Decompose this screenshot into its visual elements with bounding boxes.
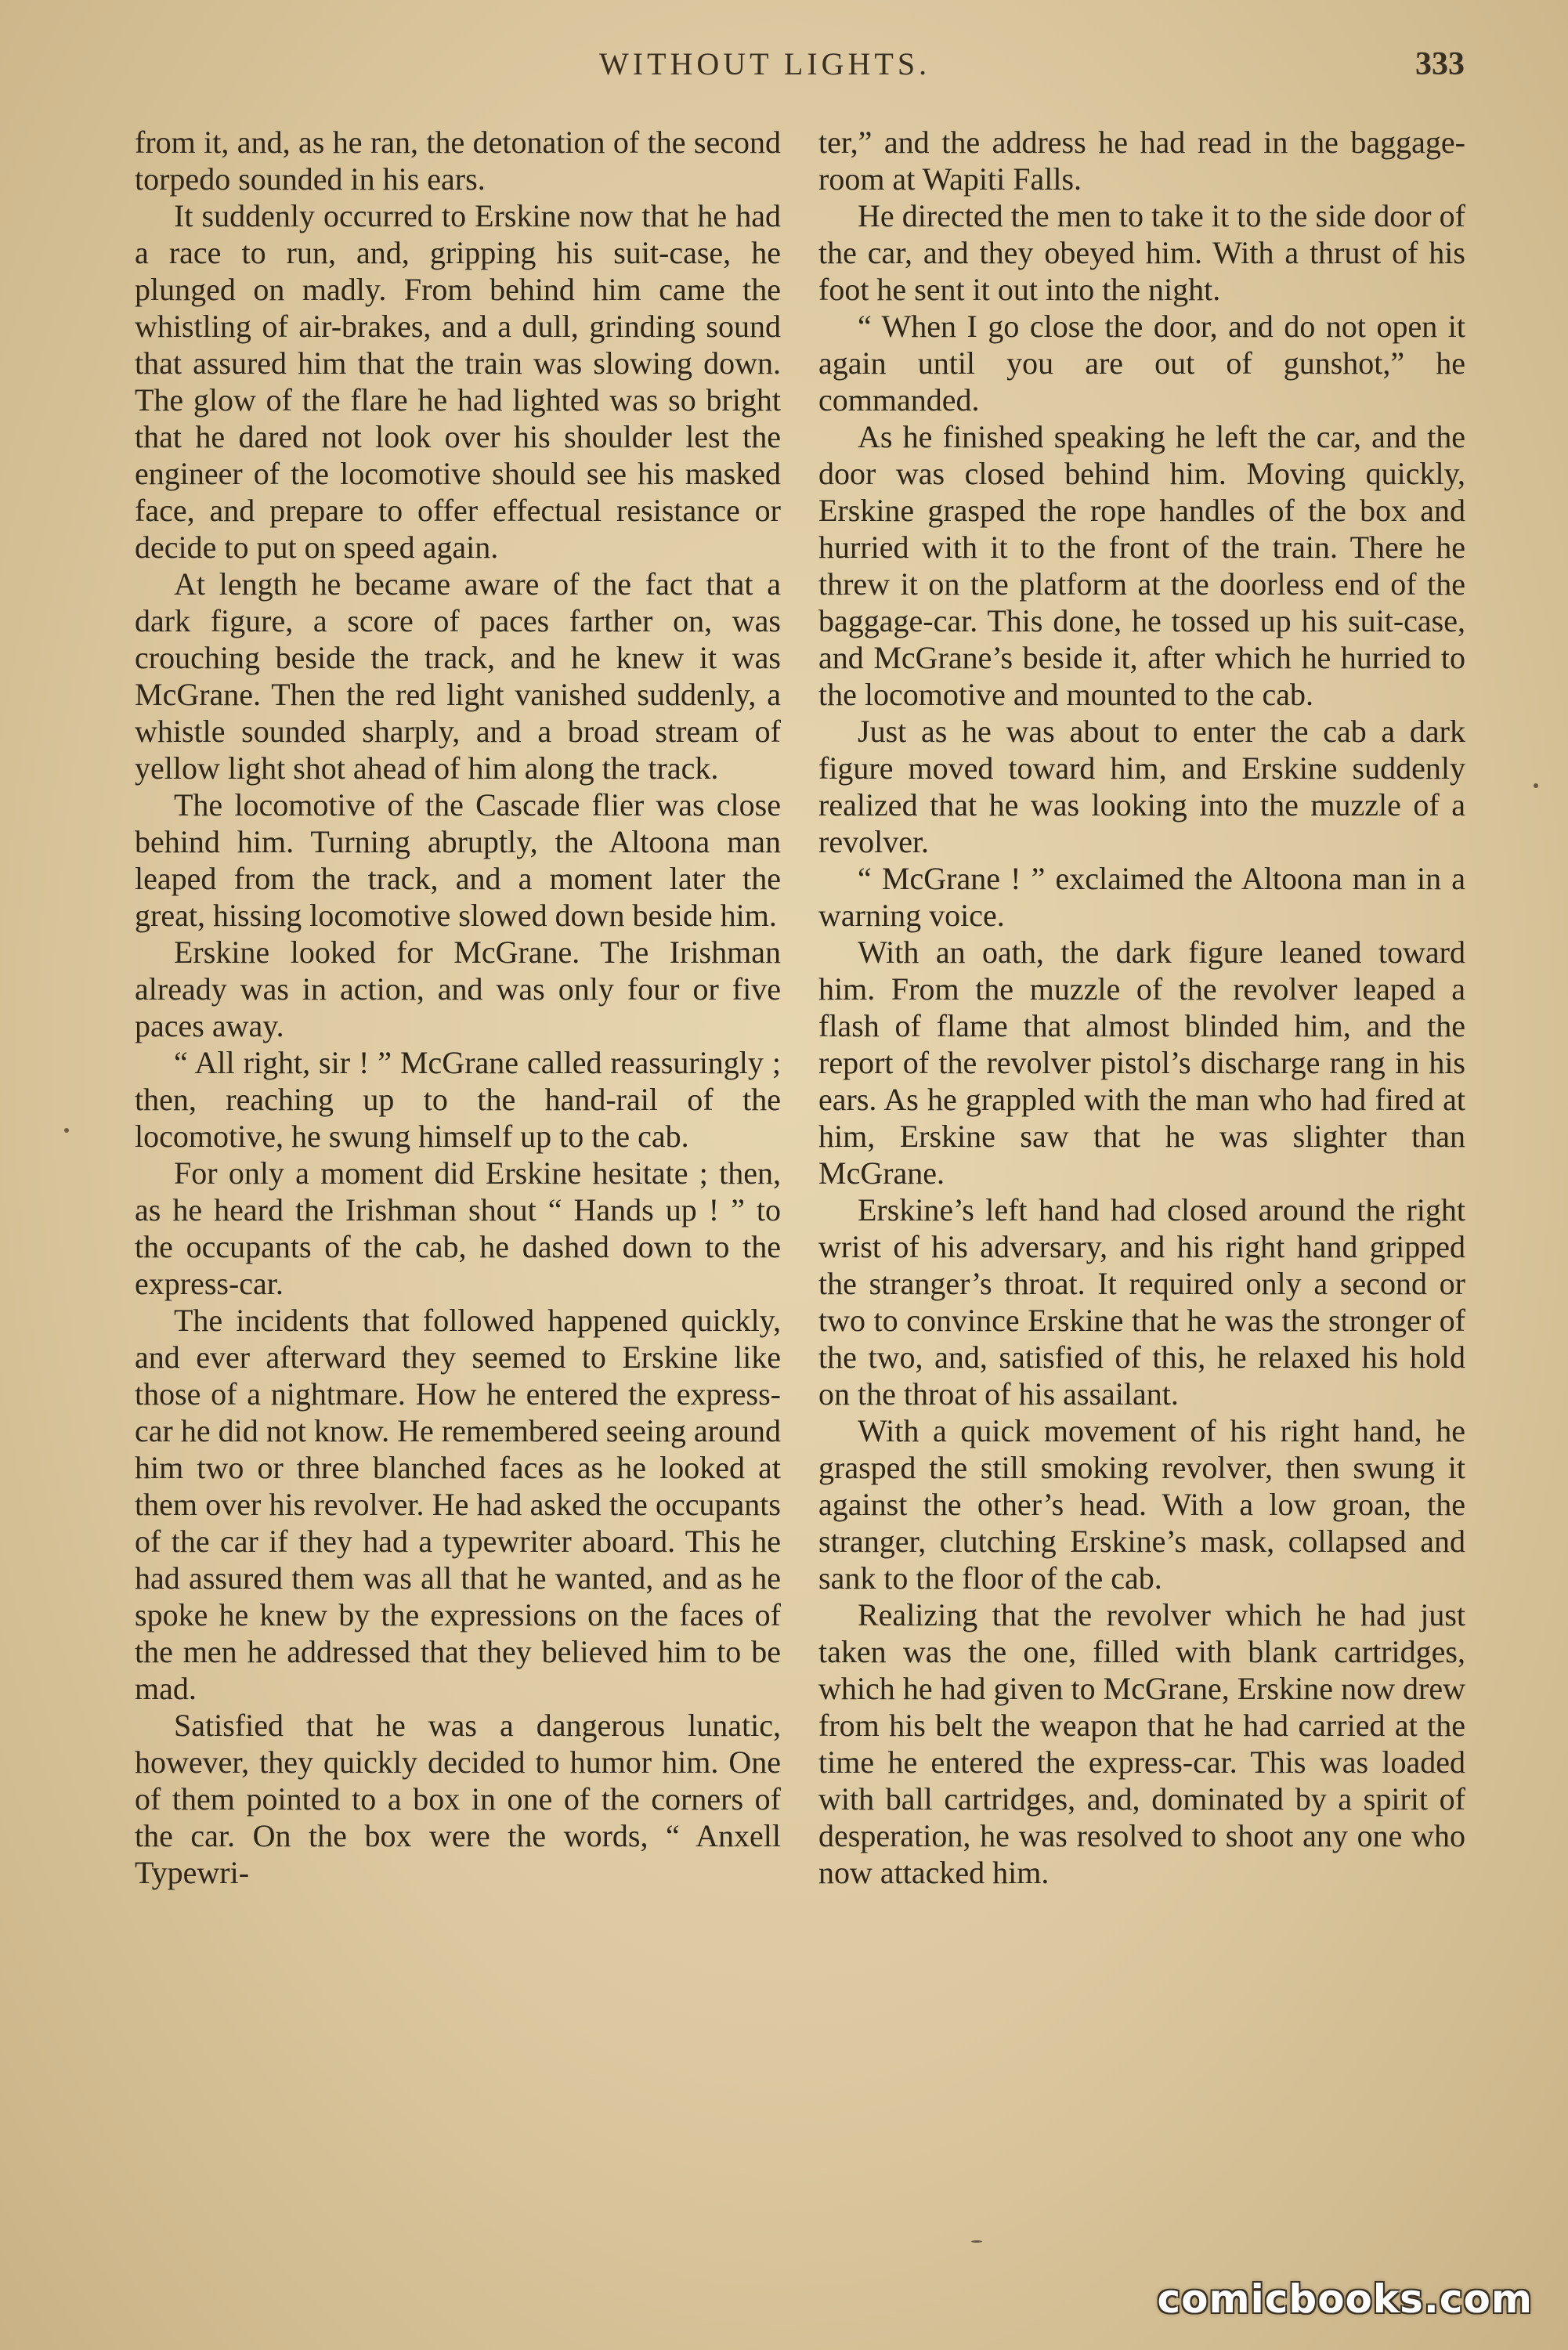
paragraph: It suddenly occurred to Erskine now that he had a race to run, and, gripping his suit-case, he plunged on madly. From behind him came the whistling of air-brakes, and a dull, grinding sound that assured him that the train was slowing down. The glow of the flare he had lighted was so bright that he dared not look over his shoulder lest the engineer of the locomotive should see his masked face, and prepare to offer effectual resistance or decide to put on speed again. [135,198,781,565]
paragraph: He directed the men to take it to the side door of the car, and they obeyed him. With a thrust of his foot he sent it out into the night. [818,198,1465,307]
watermark-logo: comicbooks.com [1157,2276,1533,2322]
paper-speck [1534,783,1538,788]
paragraph: from it, and, as he ran, the detonation of the second torpedo sounded in his ears. [135,125,781,197]
paragraph: Realizing that the revolver which he had just taken was the one, filled with blank cartridges, which he had given to McGrane, Erskine now drew from his belt the weapon that he had carried at the time he entered the express-car. This was loaded with ball cartridges, and, dominated by a spirit of desperation, he was resolved to shoot any one who now attacked him. [818,1597,1465,1890]
paragraph: “ All right, sir ! ” McGrane called reassuringly ; then, reaching up to the hand-rail of the locomotive, he swung himself up to the cab. [135,1045,781,1154]
paper-speck [64,1128,69,1133]
paragraph: “ McGrane ! ” exclaimed the Altoona man in a warning voice. [818,861,1465,933]
paragraph: The locomotive of the Cascade flier was close behind him. Turning abruptly, the Altoona man leaped from the track, and a moment later the great, hissing locomotive slowed down beside him. [135,787,781,933]
running-title: WITHOUT LIGHTS. [599,46,931,81]
paragraph: With an oath, the dark figure leaned toward him. From the muzzle of the revolver leaped a flash of flame that almost blinded him, and the report of the revolver pistol’s discharge rang in his ears. As he grappled with the man who had fired at him, Erskine saw that he was slighter than McGrane. [818,935,1465,1191]
right-column [818,124,1465,1891]
paragraph: Satisfied that he was a dangerous lunatic, however, they quickly decided to humor him. One of them pointed to a box in one of the corners of the car. On the box were the words, “ Anxell Typewri- [135,1708,781,1890]
paragraph: For only a moment did Erskine hesitate ; then, as he heard the Irishman shout “ Hands up ! ” to the occupants of the cab, he dashed down to the express-car. [135,1155,781,1301]
page-number: 333 [1415,46,1465,82]
paragraph: Erskine’s left hand had closed around the right wrist of his adversary, and his right hand gripped the stranger’s throat. It required only a second or two to convince Erskine that he was the stronger of the two, and, satisfied of this, he relaxed his hold on the throat of his assailant. [818,1192,1465,1412]
paragraph: At length he became aware of the fact that a dark figure, a score of paces farther on, was crouching beside the track, and he knew it was McGrane. Then the red light vanished suddenly, a whistle sounded sharply, and a broad stream of yellow light shot ahead of him along the track. [135,566,781,786]
paragraph: As he finished speaking he left the car, and the door was closed behind him. Moving quickly, Erskine grasped the rope handles of the box and hurried with it to the front of the train. There he threw it on the platform at the doorless end of the baggage-car. This done, he tossed up his suit-case, and McGrane’s beside it, after which he hurried to the locomotive and mounted to the cab. [818,419,1465,712]
paragraph: Erskine looked for McGrane. The Irishman already was in action, and was only four or five paces away. [135,935,781,1043]
left-column [135,124,781,1891]
paragraph: “ When I go close the door, and do not open it again until you are out of gunshot,” he commanded. [818,309,1465,418]
paragraph: Just as he was about to enter the cab a dark figure moved toward him, and Erskine suddenly realized that he was looking into the muzzle of a revolver. [818,714,1465,859]
paragraph: With a quick movement of his right hand, he grasped the still smoking revolver, then swung it against the other’s head. With a low groan, the stranger, clutching Erskine’s mask, collapsed and sank to the floor of the cab. [818,1413,1465,1596]
paragraph: The incidents that followed happened quickly, and ever afterward they seemed to Erskine like those of a nightmare. How he entered the express-car he did not know. He remembered seeing around him two or three blanched faces as he looked at them over his revolver. He had asked the occupants of the car if they had a typewriter aboard. This he had assured them was all that he wanted, and as he spoke he knew by the expressions on the faces of the men he addressed that they believed him to be mad. [135,1303,781,1706]
page-header [137,45,1465,92]
paper-speck [971,2240,982,2243]
paragraph: ter,” and the address he had read in the baggage-room at Wapiti Falls. [818,125,1465,197]
